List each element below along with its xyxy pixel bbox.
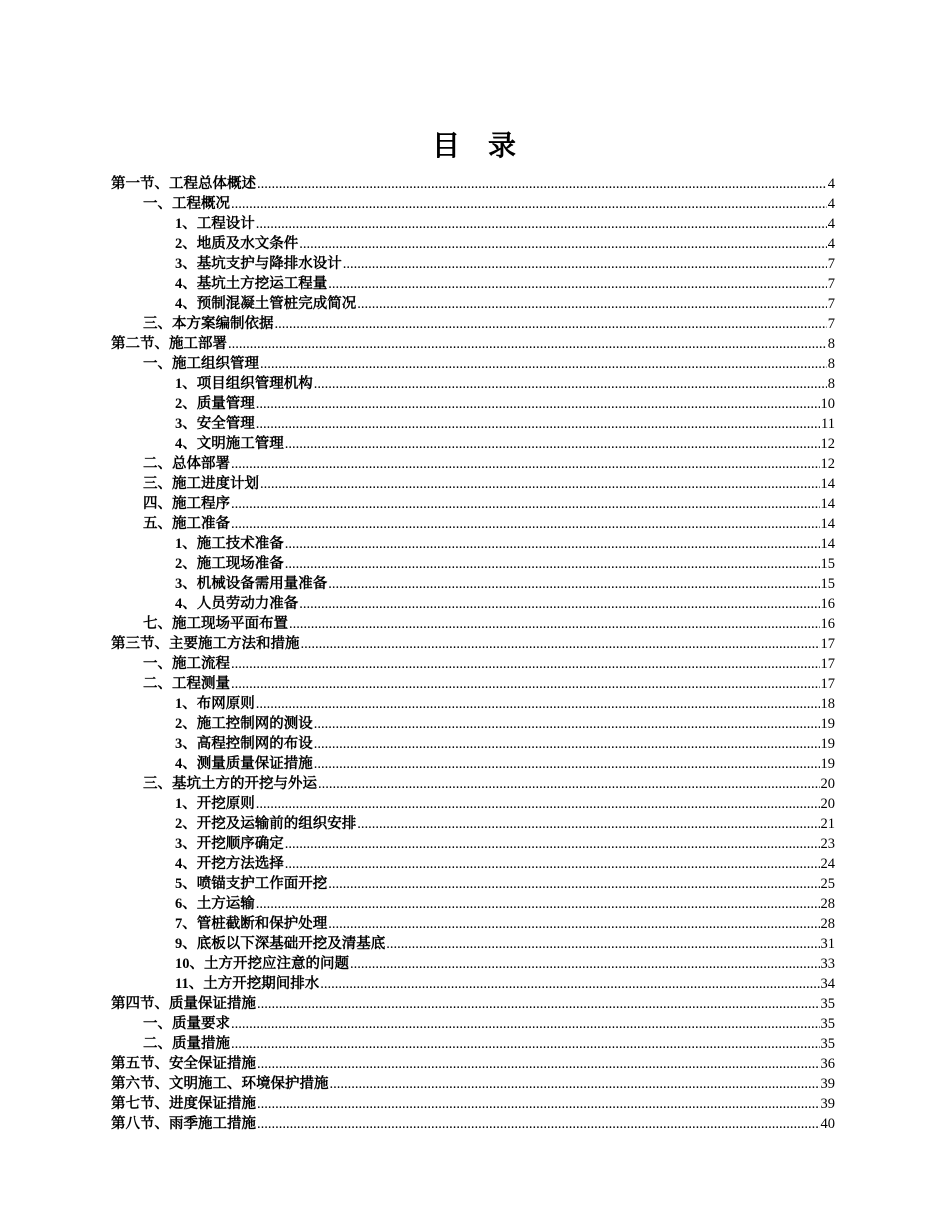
toc-entry-page-number: 8 (827, 376, 835, 392)
toc-dot-leader (231, 454, 820, 474)
toc-entry-label: 1、开挖原则 (175, 796, 255, 812)
toc-entry-page-number: 14 (820, 476, 835, 492)
toc-dot-leader (357, 814, 819, 834)
toc-dot-leader (275, 314, 827, 334)
toc-dot-leader (343, 254, 827, 274)
toc-dot-leader (328, 574, 819, 594)
toc-entry-page-number: 24 (820, 856, 835, 872)
toc-dot-leader (314, 374, 827, 394)
toc-entry-page-number: 10 (820, 396, 835, 412)
toc-entry-page-number: 8 (827, 356, 835, 372)
toc-dot-leader (318, 774, 820, 794)
toc-entry-label: 3、机械设备需用量准备 (175, 576, 328, 592)
toc-entry-label: 三、基坑土方的开挖与外运 (143, 776, 317, 792)
toc-dot-leader (256, 414, 820, 434)
toc-entry-label: 一、质量要求 (143, 1016, 230, 1032)
toc-entry-page-number: 12 (820, 436, 835, 452)
toc-entry-page-number: 17 (820, 636, 835, 652)
toc-entry-label: 1、工程设计 (175, 216, 255, 232)
toc-entry[interactable] (111, 754, 835, 774)
toc-dot-leader (299, 594, 819, 614)
toc-dot-leader (357, 294, 827, 314)
toc-entry[interactable] (111, 794, 835, 814)
toc-entry-page-number: 28 (820, 916, 835, 932)
toc-entry-label: 一、施工组织管理 (143, 356, 259, 372)
toc-entry-label: 10、土方开挖应注意的问题 (175, 956, 349, 972)
toc-entry[interactable] (111, 214, 835, 234)
toc-dot-leader (257, 1114, 820, 1134)
toc-entry-label: 4、开挖方法选择 (175, 856, 284, 872)
toc-entry-label: 3、安全管理 (175, 416, 255, 432)
toc-entry-label: 第七节、进度保证措施 (111, 1096, 256, 1112)
toc-entry-label: 2、施工现场准备 (175, 556, 284, 572)
toc-dot-leader (285, 554, 820, 574)
toc-entry-page-number: 34 (820, 976, 835, 992)
toc-entry-page-number: 4 (827, 216, 835, 232)
toc-entry[interactable] (111, 654, 835, 674)
toc-entry-label: 二、质量措施 (143, 1036, 230, 1052)
toc-entry-page-number: 25 (820, 876, 835, 892)
toc-entry-label: 第三节、主要施工方法和措施 (111, 636, 300, 652)
toc-entry[interactable] (111, 1014, 835, 1034)
toc-dot-leader (285, 834, 820, 854)
toc-entry-page-number: 19 (820, 716, 835, 732)
toc-entry-label: 五、施工准备 (143, 516, 230, 532)
toc-dot-leader (231, 1034, 820, 1054)
toc-entry[interactable] (111, 674, 835, 694)
toc-entry-page-number: 15 (820, 576, 835, 592)
toc-dot-leader (257, 1094, 820, 1114)
toc-entry[interactable] (111, 1094, 835, 1114)
toc-dot-leader (328, 874, 819, 894)
toc-entry-label: 11、土方开挖期间排水 (175, 976, 320, 992)
toc-entry-page-number: 35 (820, 1036, 835, 1052)
toc-entry[interactable] (111, 274, 835, 294)
toc-entry-label: 第五节、安全保证措施 (111, 1056, 256, 1072)
toc-entry[interactable] (111, 774, 835, 794)
toc-entry[interactable] (111, 1074, 835, 1094)
toc-dot-leader (314, 714, 820, 734)
toc-entry-label: 第六节、文明施工、环境保护措施 (111, 1076, 329, 1092)
toc-dot-leader (285, 854, 820, 874)
toc-dot-leader (257, 994, 820, 1014)
toc-dot-leader (231, 674, 820, 694)
toc-entry-page-number: 4 (827, 236, 835, 252)
toc-entry-label: 第八节、雨季施工措施 (111, 1116, 256, 1132)
toc-entry[interactable] (111, 534, 835, 554)
toc-entry-page-number: 17 (820, 676, 835, 692)
toc-entry-label: 4、人员劳动力准备 (175, 596, 299, 612)
toc-entry[interactable] (111, 974, 835, 994)
toc-entry-label: 6、土方运输 (175, 896, 255, 912)
toc-entry-page-number: 12 (820, 456, 835, 472)
toc-entry[interactable] (111, 1034, 835, 1054)
toc-entry-page-number: 7 (827, 316, 835, 332)
toc-entry[interactable] (111, 374, 835, 394)
title-char-1: 目 (431, 131, 462, 162)
toc-dot-leader (256, 794, 820, 814)
toc-entry-label: 1、施工技术准备 (175, 536, 284, 552)
toc-entry-page-number: 35 (820, 1016, 835, 1032)
toc-dot-leader (256, 214, 827, 234)
toc-entry-page-number: 15 (820, 556, 835, 572)
toc-dot-leader (257, 174, 827, 194)
toc-entry-label: 2、地质及水文条件 (175, 236, 299, 252)
toc-entry[interactable] (111, 894, 835, 914)
toc-entry-label: 9、底板以下深基础开挖及清基底 (175, 936, 386, 952)
toc-entry-page-number: 14 (820, 536, 835, 552)
toc-entry-page-number: 17 (820, 656, 835, 672)
toc-dot-leader (231, 514, 820, 534)
toc-entry[interactable] (111, 354, 835, 374)
toc-entry-label: 二、工程测量 (143, 676, 230, 692)
toc-entry[interactable] (111, 1114, 835, 1134)
toc-entry[interactable] (111, 254, 835, 274)
toc-dot-leader (289, 614, 820, 634)
toc-dot-leader (285, 434, 820, 454)
toc-entry-label: 7、管桩截断和保护处理 (175, 916, 328, 932)
toc-entry-page-number: 7 (827, 276, 835, 292)
toc-entry[interactable] (111, 814, 835, 834)
toc-entry-label: 1、布网原则 (175, 696, 255, 712)
toc-entry-page-number: 28 (820, 896, 835, 912)
toc-dot-leader (257, 1054, 820, 1074)
toc-dot-leader (231, 1014, 820, 1034)
toc-entry-label: 二、总体部署 (143, 456, 230, 472)
toc-entry[interactable] (111, 994, 835, 1014)
toc-entry-label: 第四节、质量保证措施 (111, 996, 256, 1012)
toc-dot-leader (260, 354, 827, 374)
toc-entry-page-number: 20 (820, 776, 835, 792)
toc-entry[interactable] (111, 714, 835, 734)
toc-dot-leader (328, 914, 819, 934)
toc-entry[interactable] (111, 394, 835, 414)
toc-entry-page-number: 4 (827, 176, 835, 192)
toc-dot-leader (314, 734, 820, 754)
toc-entry[interactable] (111, 414, 835, 434)
toc-entry-label: 3、高程控制网的布设 (175, 736, 313, 752)
toc-entry-label: 4、测量质量保证措施 (175, 756, 313, 772)
toc-entry-page-number: 23 (820, 836, 835, 852)
toc-entry-label: 三、施工进度计划 (143, 476, 259, 492)
toc-entry-page-number: 35 (820, 996, 835, 1012)
toc-entry-page-number: 18 (820, 696, 835, 712)
toc-entry[interactable] (111, 294, 835, 314)
toc-entry-label: 三、本方案编制依据 (143, 316, 274, 332)
toc-entry[interactable] (111, 934, 835, 954)
toc-dot-leader (320, 974, 819, 994)
toc-entry[interactable] (111, 494, 835, 514)
toc-dot-leader (314, 754, 820, 774)
toc-entry-label: 四、施工程序 (143, 496, 230, 512)
toc-entry-page-number: 33 (820, 956, 835, 972)
toc-entry-label: 5、喷锚支护工作面开挖 (175, 876, 328, 892)
toc-entry[interactable] (111, 914, 835, 934)
toc-entry-label: 第二节、施工部署 (111, 336, 227, 352)
toc-entry-page-number: 16 (820, 616, 835, 632)
toc-entry[interactable] (111, 434, 835, 454)
toc-entry[interactable] (111, 614, 835, 634)
toc-dot-leader (256, 394, 820, 414)
toc-entry-page-number: 16 (820, 596, 835, 612)
toc-entry-page-number: 21 (820, 816, 835, 832)
toc-dot-leader (330, 1074, 820, 1094)
toc-entry-page-number: 39 (820, 1076, 835, 1092)
toc-dot-leader (386, 934, 819, 954)
toc-entry[interactable] (111, 1054, 835, 1074)
toc-entry-page-number: 19 (820, 756, 835, 772)
toc-entry-page-number: 14 (820, 496, 835, 512)
toc-entry-label: 3、开挖顺序确定 (175, 836, 284, 852)
toc-entry[interactable] (111, 174, 835, 194)
toc-entry[interactable] (111, 474, 835, 494)
toc-entry-label: 4、文明施工管理 (175, 436, 284, 452)
toc-entry-page-number: 39 (820, 1096, 835, 1112)
toc-entry[interactable] (111, 734, 835, 754)
toc-dot-leader (350, 954, 820, 974)
toc-dot-leader (231, 654, 820, 674)
toc-dot-leader (231, 494, 820, 514)
toc-entry-page-number: 4 (827, 196, 835, 212)
toc-dot-leader (228, 334, 827, 354)
toc-entry-page-number: 40 (820, 1116, 835, 1132)
toc-entry[interactable] (111, 234, 835, 254)
toc-entry[interactable] (111, 454, 835, 474)
table-of-contents (111, 174, 835, 1134)
toc-entry-label: 4、预制混凝土管桩完成简况 (175, 296, 357, 312)
toc-dot-leader (256, 894, 820, 914)
toc-dot-leader (299, 234, 827, 254)
toc-entry[interactable] (111, 954, 835, 974)
toc-entry[interactable] (111, 574, 835, 594)
page-title (0, 124, 950, 164)
toc-entry-label: 2、开挖及运输前的组织安排 (175, 816, 357, 832)
toc-entry-label: 2、施工控制网的测设 (175, 716, 313, 732)
toc-dot-leader (256, 694, 820, 714)
toc-entry-label: 七、施工现场平面布置 (143, 616, 288, 632)
toc-entry[interactable] (111, 694, 835, 714)
toc-entry-page-number: 7 (827, 296, 835, 312)
toc-dot-leader (301, 634, 820, 654)
toc-entry[interactable] (111, 194, 835, 214)
toc-entry[interactable] (111, 314, 835, 334)
toc-entry-page-number: 31 (820, 936, 835, 952)
toc-entry-page-number: 7 (827, 256, 835, 272)
toc-entry-page-number: 19 (820, 736, 835, 752)
toc-entry[interactable] (111, 334, 835, 354)
toc-entry-label: 第一节、工程总体概述 (111, 176, 256, 192)
toc-entry-label: 一、工程概况 (143, 196, 230, 212)
toc-entry[interactable] (111, 834, 835, 854)
toc-entry-page-number: 20 (820, 796, 835, 812)
toc-entry-label: 2、质量管理 (175, 396, 255, 412)
toc-entry-label: 1、项目组织管理机构 (175, 376, 313, 392)
toc-entry[interactable] (111, 514, 835, 534)
toc-entry[interactable] (111, 854, 835, 874)
toc-dot-leader (285, 534, 820, 554)
toc-entry[interactable] (111, 594, 835, 614)
toc-dot-leader (328, 274, 827, 294)
toc-entry-page-number: 11 (821, 416, 835, 432)
toc-dot-leader (231, 194, 827, 214)
toc-entry-label: 3、基坑支护与降排水设计 (175, 256, 342, 272)
title-char-2: 录 (488, 131, 519, 162)
toc-entry-label: 4、基坑土方挖运工程量 (175, 276, 328, 292)
toc-entry-page-number: 8 (827, 336, 835, 352)
toc-dot-leader (260, 474, 820, 494)
toc-entry[interactable] (111, 874, 835, 894)
toc-entry-page-number: 36 (820, 1056, 835, 1072)
toc-entry-page-number: 14 (820, 516, 835, 532)
toc-entry[interactable] (111, 634, 835, 654)
toc-entry-label: 一、施工流程 (143, 656, 230, 672)
toc-entry[interactable] (111, 554, 835, 574)
